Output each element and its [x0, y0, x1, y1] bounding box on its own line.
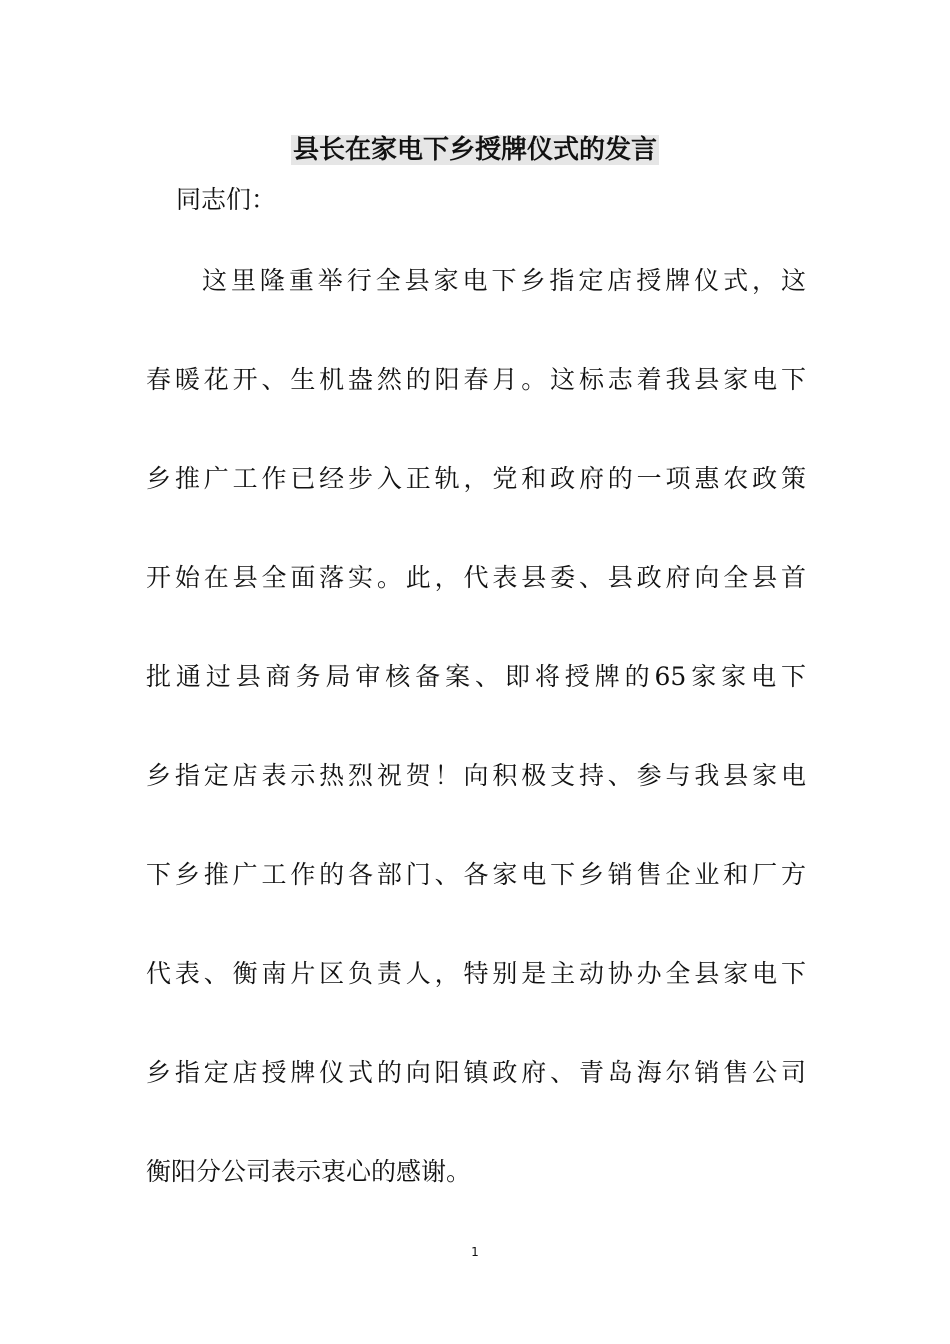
page-number: 1 [471, 1245, 479, 1259]
paragraph-line: 乡指定店授牌仪式的向阳镇政府、青岛海尔销售公司 [146, 1058, 806, 1087]
paragraph-line: 春暖花开、生机盎然的阳春月。这标志着我县家电下 [146, 365, 806, 394]
paragraph-line: 衡阳分公司表示衷心的感谢。 [146, 1157, 472, 1186]
paragraph-line: 开始在县全面落实。此，代表县委、县政府向全县首 [146, 563, 806, 592]
salutation: 同志们： [176, 185, 277, 214]
paragraph-line: 这里隆重举行全县家电下乡指定店授牌仪式，这 [202, 266, 806, 295]
document-title [0, 130, 950, 170]
paragraph-line: 下乡推广工作的各部门、各家电下乡销售企业和厂方 [146, 860, 806, 889]
document-title-text: 县长在家电下乡授牌仪式的发言 [292, 135, 657, 165]
paragraph-line: 批通过县商务局审核备案、即将授牌的65家家电下 [146, 662, 806, 691]
paragraph-line: 乡指定店表示热烈祝贺！向积极支持、参与我县家电 [146, 761, 806, 790]
paragraph-line: 代表、衡南片区负责人，特别是主动协办全县家电下 [146, 959, 806, 988]
paragraph-line: 乡推广工作已经步入正轨，党和政府的一项惠农政策 [146, 464, 806, 493]
